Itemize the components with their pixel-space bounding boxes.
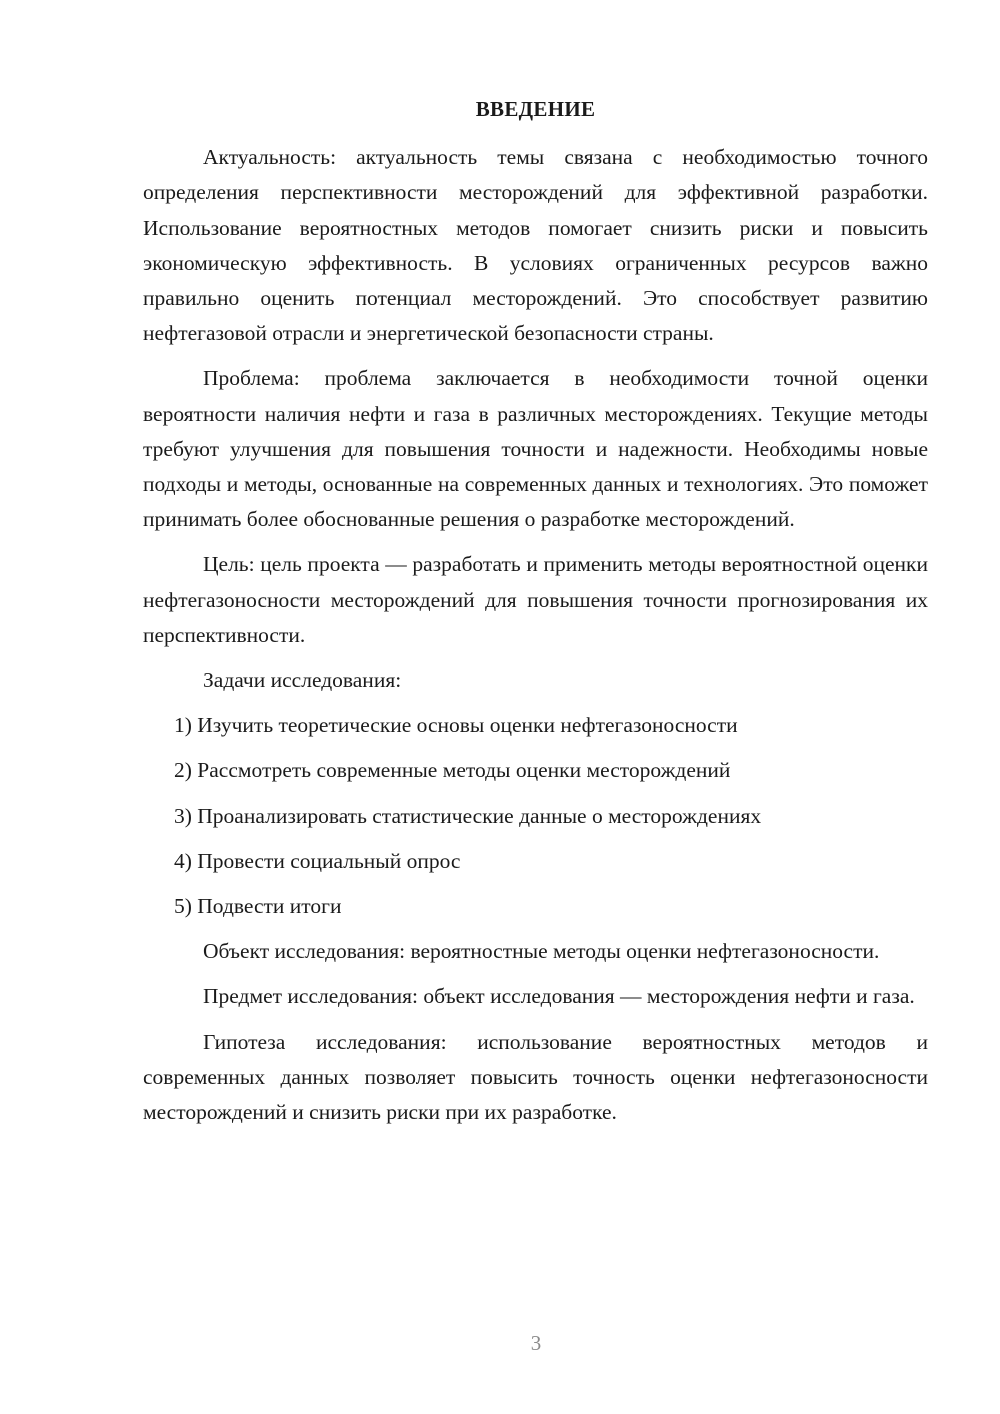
tasks-list [143,708,928,924]
list-item: 5) Подвести итоги [174,894,342,919]
relevance-paragraph: Актуальность: актуальность темы связана с необходимостью точного определения перспективности месторождений для эффективной разработки. Использование вероятностных методов помогает снизить риски и повысить экономическую эффективность. В условиях ограниченных ресурсов важно правильно оценить потенциал месторождений. Это способствует развитию нефтегазовой отрасли и энергетической безопасности страны. [143,145,928,346]
list-item: 4) Провести социальный опрос [174,848,461,873]
problem-paragraph: Проблема: проблема заключается в необходимости точной оценки вероятности наличия нефти и газа в различных месторождениях. Текущие методы требуют улучшения для повышения точности и надежности. Необходимы новые подходы и методы, основанные на современных данных и технологиях. Это поможет принимать более обоснованные решения о разработке месторождений. [143,366,928,532]
subject-paragraph: Предмет исследования: объект исследования — месторождения нефти и газа. [203,984,915,1009]
page-number: 3 [530,1331,542,1355]
page-title: ВВЕДЕНИЕ [475,97,596,121]
list-item: 1) Изучить теоретические основы оценки нефтегазоносности [174,713,738,738]
hypothesis-paragraph: Гипотеза исследования: использование вероятностных методов и современных данных позволяет повысить точность оценки нефтегазоносности месторождений и снизить риски при их разработке. [143,1029,928,1125]
list-item: 2) Рассмотреть современные методы оценки месторождений [174,758,731,783]
list-item: 3) Проанализировать статистические данные о месторождениях [174,803,762,828]
tasks-title: Задачи исследования: [203,668,402,693]
document-page [143,92,928,1140]
object-paragraph: Объект исследования: вероятностные методы оценки нефтегазоносности. [203,939,880,964]
goal-paragraph: Цель: цель проекта — разработать и применить методы вероятностной оценки нефтегазоносности месторождений для повышения точности прогнозирования их перспективности. [143,552,928,647]
